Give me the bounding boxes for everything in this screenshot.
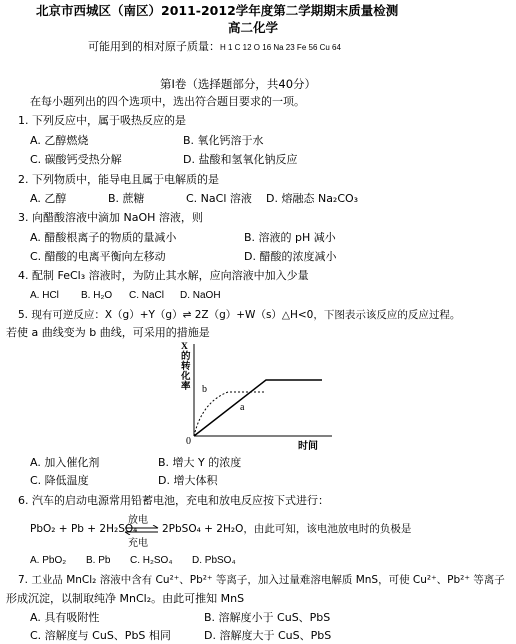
q3-option-c: C. 醋酸的电离平衡向左移动 <box>30 250 166 263</box>
curve-a-line <box>194 380 322 436</box>
q1-option-c: C. 碳酸钙受热分解 <box>30 153 122 166</box>
q5-stem-line1: 5. 现有可逆反应：X（g）+Y（g）⇌ 2Z（g）+W（s）△H<0，下图表示该反应的反应过程。 <box>18 309 461 321</box>
conversion-graph-svg <box>172 340 342 450</box>
q1-stem: 1. 下列反应中，属于吸热反应的是 <box>18 114 186 127</box>
q7-stem-line1: 7. 工业品 MnCl₂ 溶液中含有 Cu²⁺、Pb²⁺ 等离子，加入过量难溶电解质 MnS，可使 Cu²⁺、Pb²⁺ 等离子 <box>18 574 505 586</box>
q5-stem-line2: 若使 a 曲线变为 b 曲线，可采用的措施是 <box>6 326 210 339</box>
q3-option-a: A. 醋酸根离子的物质的量减小 <box>30 231 177 244</box>
q6-equation <box>30 511 510 547</box>
instruction: 在每小题列出的四个选项中，选出符合题目要求的一项。 <box>30 95 305 108</box>
q7-option-d: D. 溶解度大于 CuS、PbS <box>204 629 332 642</box>
section-heading: 第Ⅰ卷（选择题部分，共40分） <box>160 77 317 91</box>
q6-option-a: A. PbO₂ <box>30 555 67 566</box>
curve-a-label: a <box>240 402 245 413</box>
q6-option-c: C. H₂SO₄ <box>130 555 173 566</box>
q5-option-c: C. 降低温度 <box>30 474 89 487</box>
y-axis-label: X 的 转 化 率 <box>181 342 191 392</box>
q2-option-b: B. 蔗糖 <box>108 192 145 205</box>
atomic-masses-line <box>88 40 341 55</box>
q5-option-a: A. 加入催化剂 <box>30 456 100 469</box>
document-subtitle: 高二化学 <box>228 20 279 35</box>
q2-stem: 2. 下列物质中，能导电且属于电解质的是 <box>18 173 219 186</box>
q1-option-d: D. 盐酸和氢氧化钠反应 <box>183 153 298 166</box>
q7-option-a: A. 具有吸附性 <box>30 611 100 624</box>
q5-option-d: D. 增大体积 <box>158 474 218 487</box>
q4-option-b: B. H₂O <box>81 290 113 301</box>
q5-option-b: B. 增大 Y 的浓度 <box>158 456 242 469</box>
origin-label: 0 <box>186 436 191 447</box>
q6-charge-label: 充电 <box>128 538 148 549</box>
q6-stem: 6. 汽车的启动电源常用铅蓄电池，充电和放电反应按下式进行： <box>18 494 329 507</box>
document-title: 北京市西城区（南区）2011-2012学年度第二学期期末质量检测 <box>36 3 399 18</box>
q7-option-c: C. 溶解度与 CuS、PbS 相同 <box>30 629 171 642</box>
q3-option-d: D. 醋酸的浓度减小 <box>244 250 337 263</box>
q3-stem: 3. 向醋酸溶液中滴加 NaOH 溶液，则 <box>18 211 203 224</box>
conversion-graph <box>172 340 342 450</box>
q1-option-a: A. 乙醇燃烧 <box>30 134 89 147</box>
q7-option-b: B. 溶解度小于 CuS、PbS <box>204 611 331 624</box>
q6-discharge-label: 放电 <box>128 515 148 526</box>
x-axis-label: 时间 <box>298 441 318 452</box>
q7-stem-line2: 形成沉淀，以制取纯净 MnCl₂。由此可推知 MnS <box>6 592 245 605</box>
q4-option-a: A. HCl <box>30 290 59 301</box>
curve-b-line <box>194 392 266 436</box>
q6-equation-right: 2PbSO₄ + 2H₂O，由此可知，该电池放电时的负极是 <box>162 523 412 535</box>
atomic-masses-label: 可能用到的相对原子质量： <box>88 40 220 53</box>
atomic-masses-values: H 1 C 12 O 16 Na 23 Fe 56 Cu 64 <box>220 43 341 52</box>
q2-option-a: A. 乙醇 <box>30 192 67 205</box>
q3-option-b: B. 溶液的 pH 减小 <box>244 231 336 244</box>
q6-equation-left: PbO₂ + Pb + 2H₂SO₄ <box>30 523 138 535</box>
q1-option-b: B. 氧化钙溶于水 <box>183 134 264 147</box>
q2-option-c: C. NaCl 溶液 <box>186 192 252 205</box>
q4-stem: 4. 配制 FeCl₃ 溶液时，为防止其水解，应向溶液中加入少量 <box>18 269 309 282</box>
curve-b-label: b <box>202 384 207 395</box>
q6-option-d: D. PbSO₄ <box>192 555 236 566</box>
q4-option-d: D. NaOH <box>180 290 221 301</box>
q2-option-d: D. 熔融态 Na₂CO₃ <box>266 192 359 205</box>
q6-option-b: B. Pb <box>86 555 111 566</box>
q4-option-c: C. NaCl <box>129 290 165 301</box>
